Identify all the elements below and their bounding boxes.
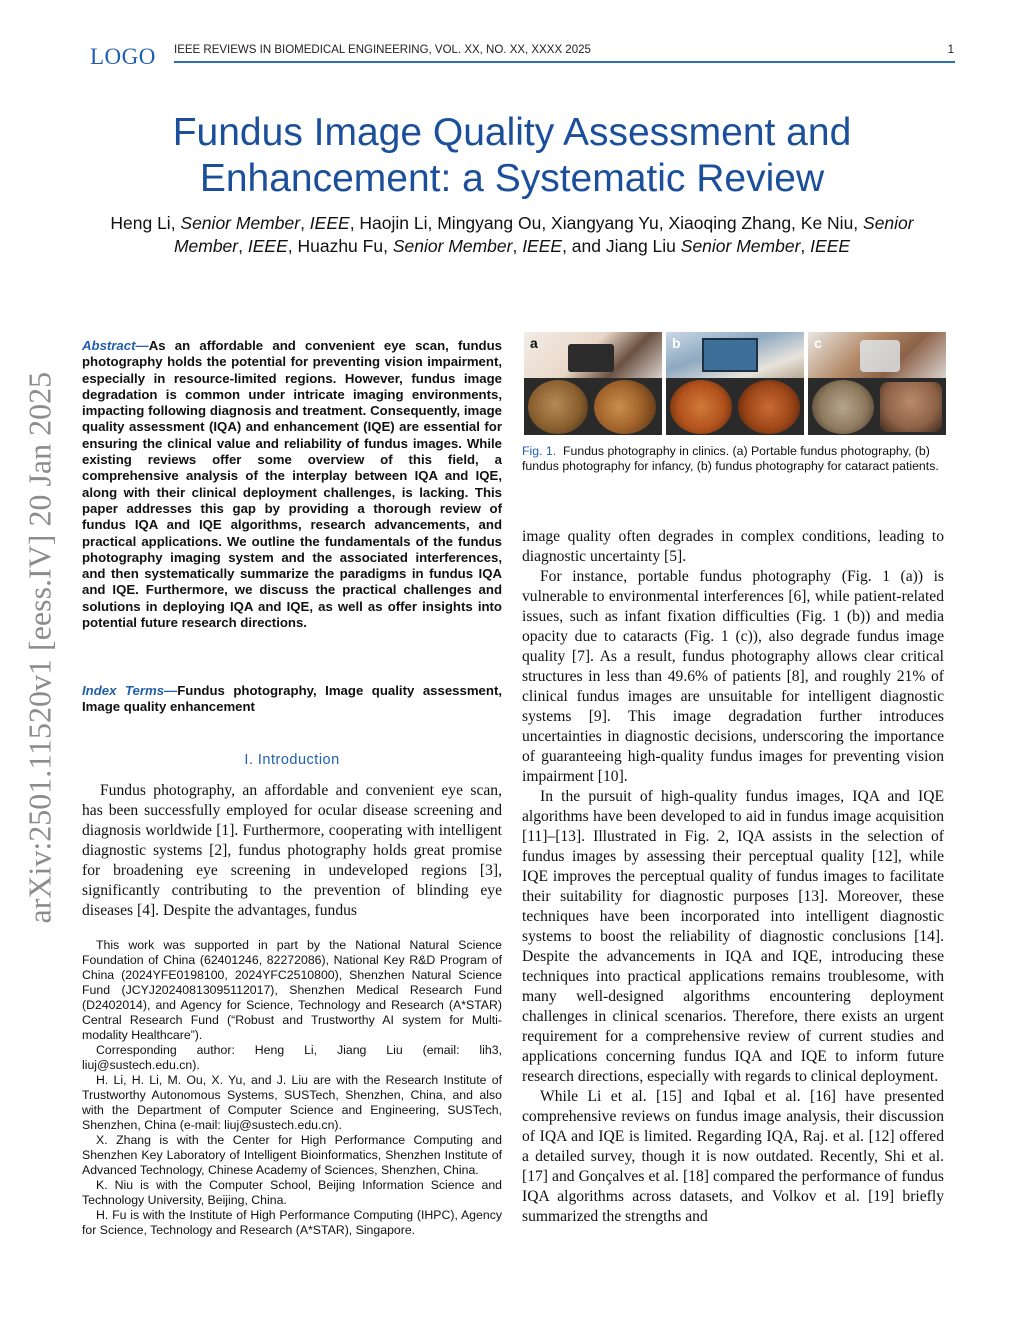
- figure-panel-b: [666, 332, 804, 435]
- arxiv-stamp: arXiv:2501.11520v1 [eess.IV] 20 Jan 2025: [21, 371, 58, 924]
- footnote-affiliation: K. Niu is with the Computer School, Beijing Information Science and Technology University, Beijing, China.: [82, 1178, 502, 1207]
- fundus-image-b2: [738, 380, 800, 434]
- abstract-label: Abstract—: [82, 338, 149, 353]
- paragraph: For instance, portable fundus photography (Fig. 1 (a)) is vulnerable to environmental interferences [6], while patient-related issues, such as infant fixation difficulties (Fig. 1 (b)) and media opacity due to cataracts (Fig. 1 (c)), also degrade fundus image quality [7]. As a result, fundus photography allows clear critical structures in less than 49.6% of patients [8], and roughly 21% of clinical fundus images are unsuitable for intelligent diagnostic systems [9]. This image degradation further introduces uncertainties in diagnostic decisions, underscoring the importance of guaranteeing high-quality fundus images for preventing vision impairment [10].: [522, 568, 944, 785]
- page-number: 1: [947, 44, 954, 56]
- index-terms: [82, 683, 502, 716]
- paper-title: Fundus Image Quality Assessment and Enhancement: a Systematic Review: [172, 111, 852, 200]
- figure-caption-text: Fundus photography in clinics. (a) Portable fundus photography, (b) fundus photography for infancy, (b) fundus photography for cataract patients.: [522, 444, 939, 473]
- index-terms-text: Fundus photography, Image quality assessment, Image quality enhancement: [82, 683, 502, 715]
- footnotes: [82, 938, 502, 1238]
- intro-paragraph: Fundus photography, an affordable and convenient eye scan, has been successfully employed for ocular disease screening and diagnosis worldwide [1]. Furthermore, cooperating with intelligent diagnostic systems [2], fundus photography holds great promise for broadening eye screening in undeveloped regions [3], significantly contributing to the prevention of blinding eye diseases [4]. Despite the advantages, fundus: [82, 782, 502, 919]
- portable-camera-device: [568, 344, 614, 372]
- footnote-affiliation: H. Fu is with the Institute of High Performance Computing (IHPC), Agency for Science, Technology and Research (A*STAR), Singapore.: [82, 1208, 502, 1237]
- figure-caption: [522, 444, 944, 474]
- journal-header: IEEE REVIEWS IN BIOMEDICAL ENGINEERING, VOL. XX, NO. XX, XXXX 2025: [174, 44, 591, 56]
- fundus-image-a1: [528, 380, 588, 434]
- monitor-screen: [702, 338, 758, 372]
- footnote-funding: This work was supported in part by the National Natural Science Foundation of China (62401246, 82272086), National Key R&D Program of China (2024YFE0198100, 2024YFC2510800), Shenzhen Natural Science Fund (JCYJ20240813095112017), Shenzhen Medical Research Fund (D2402014), and Agency for Science, Technology and Research (A*STAR) Central Research Fund (“Robust and Trustworthy AI system for Multi-modality Healthcare”).: [82, 938, 502, 1042]
- footnote-corresponding: Corresponding author: Heng Li, Jiang Liu (email: lih3, liuj@sustech.edu.cn).: [82, 1043, 502, 1072]
- fundus-image-c1: [812, 380, 874, 434]
- fundus-camera-lens: [860, 340, 900, 372]
- footnote-affiliation: H. Li, H. Li, M. Ou, X. Yu, and J. Liu are with the Research Institute of Trustworthy Autonomous Systems, SUSTech, Shenzhen, China, and also with the Department of Computer Science and Engineering, SUSTech, Shenzhen, China (e-mail: liuj@sustech.edu.cn).: [82, 1073, 502, 1132]
- journal-logo: LOGO: [90, 44, 156, 69]
- paragraph: While Li et al. [15] and Iqbal et al. [16] have presented comprehensive reviews on fundus image analysis, their discussion of IQA and IQE is limited. Regarding IQA, Raj. et al. [12] offered a detailed survey, though it is now outdated. Recently, Shi et al. [17] and Gonçalves et al. [18] compared the performance of fundus IQA algorithms across datasets, and Volkov et al. [19] briefly summarized the strengths and: [522, 1088, 944, 1225]
- paragraph: In the pursuit of high-quality fundus images, IQA and IQE algorithms have been developed to aid in fundus image acquisition [11]–[13]. Illustrated in Fig. 2, IQA assists in the selection of fundus images by assessing their perceptual quality [12], while IQE improves the perceptual quality of fundus images to facilitate their suitability for diagnostic purposes [13]. Moreover, these techniques have been incorporated into intelligent diagnostic systems to boost the reliability of diagnostic conclusions [14]. Despite the advancements in IQA and IQE, introducing these techniques into practical applications remains troublesome, with many well-designed algorithms encountering deployment challenges in clinical scenarios. Therefore, there exists an urgent requirement for a comprehensive review of current studies and applications concerning fundus IQA and IQE to inform future research directions, especially with regards to clinical deployment.: [522, 788, 944, 1085]
- panel-label-a: a: [530, 335, 538, 351]
- index-terms-label: Index Terms—: [82, 683, 178, 698]
- fundus-image-b1: [670, 380, 732, 434]
- abstract-text: As an affordable and convenient eye scan, fundus photography holds the potential for preventing vision impairment, especially in resource-limited regions. However, fundus image degradation is common under intricate imaging environments, impacting following diagnosis and treatment. Consequently, image quality assessment (IQA) and enhancement (IQE) are essential for ensuring the clinical value and reliability of fundus images. While existing reviews offer some overview of this field, a comprehensive analysis of the interplay between IQA and IQE, along with their clinical deployment challenges, is lacking. This paper addresses this gap by providing a thorough review of fundus IQA and IQE algorithms, research advancements, and practical applications. We outline the fundamentals of the fundus photography imaging system and the associated interferences, and then systematically summarize the paradigms in fundus IQA and IQE. Furthermore, we discuss the practical challenges and solutions in deploying IQA and IQE, as well as offer insights into potential future research directions.: [82, 338, 502, 631]
- panel-label-c: c: [814, 335, 822, 351]
- author-list: Heng Li, Senior Member, IEEE, Haojin Li, Mingyang Ou, Xiangyang Yu, Xiaoqing Zhang, Ke Niu, Senior Member, IEEE, Huazhu Fu, Senior Member, IEEE, and Jiang Liu Senior Member, IEEE: [110, 213, 914, 256]
- figure-panel-a: [524, 332, 662, 435]
- panel-label-b: b: [672, 335, 681, 351]
- figure-panel-c: [808, 332, 946, 435]
- patient-face-photo: [880, 382, 942, 432]
- figure-caption-label: Fig. 1.: [522, 444, 557, 458]
- section-heading: I. Introduction: [244, 752, 340, 768]
- footnote-affiliation: X. Zhang is with the Center for High Performance Computing and Shenzhen Key Laboratory of Intelligent Bioinformatics, Shenzhen Institute of Advanced Technology, Chinese Academy of Sciences, Shenzhen, China.: [82, 1133, 502, 1177]
- paragraph: image quality often degrades in complex conditions, leading to diagnostic uncertainty [5].: [522, 528, 944, 565]
- right-column-text: [522, 527, 944, 1227]
- header-rule: [174, 61, 955, 63]
- fundus-image-a2: [594, 380, 656, 434]
- abstract: [82, 338, 502, 631]
